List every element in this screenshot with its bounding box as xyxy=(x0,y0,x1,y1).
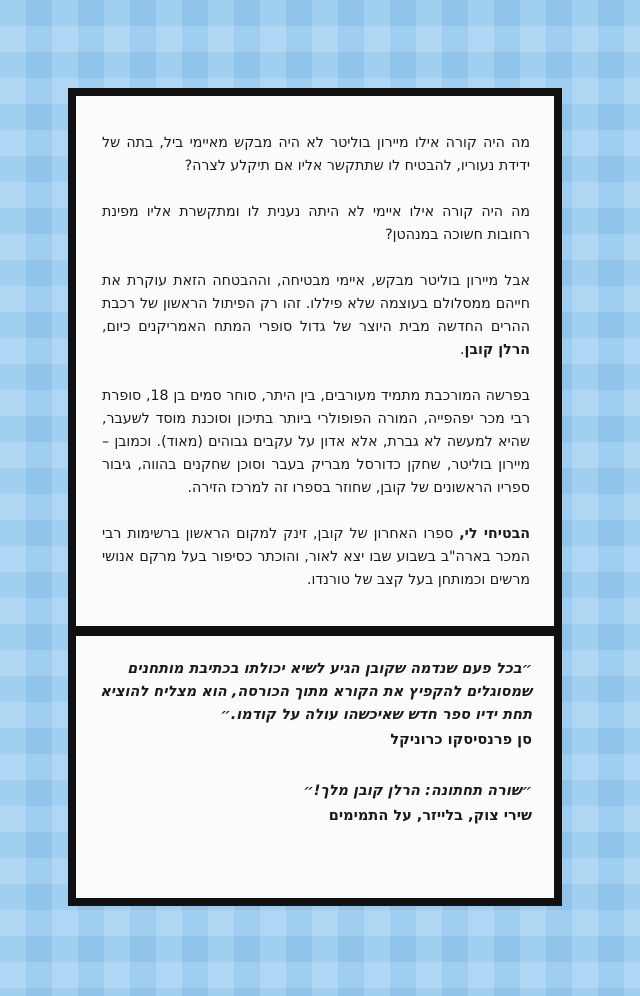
blurb-paragraph-4: בפרשה המורכבת מתמיד מעורבים, בין היתר, סוחר סמים בן 18, סופרת רבי מכר יפהפייה, המורה הפופולרי ביותר בתיכון וסוכנת מוסד לשעבר, שהיא למעשה לא גברת, אלא אדון על עקבים גבוהים (מאוד). וכמובן – מיירון בוליטר, שחקן כדורסל מבריק בעבר וסוכן שחקנים בהווה, גיבור ספריו הראשונים של קובן, שחוזר בספרו זה למרכז הזירה. xyxy=(102,388,530,496)
blurb-panel xyxy=(76,96,554,626)
author-name: הרלן קובן xyxy=(464,342,530,358)
blurb-paragraph-2: מה היה קורה אילו איימי לא היתה נענית לו ומתקשרת אליו מפינת רחובות חשוכה במנהטן? xyxy=(102,204,530,243)
blurb-paragraph-3-text: אבל מיירון בוליטר מבקש, איימי מבטיחה, וההבטחה הזאת עוקרת את חייהם ממסלולם בעוצמה שלא פיללו. זהו רק הפיתול הראשון של רכבת ההרים החדשה מבית היוצר של גדול סופרי המתח האמריקנים כיום, xyxy=(102,273,530,335)
review-quote-2: ״שורה תחתונה: הרלן קובן מלך!״ xyxy=(303,783,532,799)
black-frame xyxy=(68,88,562,906)
blurb-paragraph-5 xyxy=(102,523,530,592)
review-source-2: שירי צוק, בלייזר, על התמימים xyxy=(328,808,532,824)
review-quote-1: ״בכל פעם שנדמה שקובן הגיע לשיא יכולתו בכתיבת מותחנים שמסוגלים להקפיץ את הקורא מתוך הכורסה, הוא מצליח להוציא תחת ידיו ספר חדש שאיכשהו עולה על קודמו.״ xyxy=(100,661,532,723)
blurb-paragraph-1: מה היה קורה אילו מיירון בוליטר לא היה מבקש מאיימי ביל, בתה של ידידת נעוריו, להבטיח לו שתתקשר אליו אם תיקלע לצרה? xyxy=(102,135,530,174)
review-source-1: סן פרנסיסקו כרוניקל xyxy=(390,732,532,748)
blurb-paragraph-3: אבל מיירון בוליטר מבקש, איימי מבטיחה, וההבטחה הזאת עוקרת את חייהם ממסלולם בעוצמה שלא פיללו. זהו רק הפיתול הראשון של רכבת ההרים החדשה מבית היוצר של גדול סופרי המתח האמריקנים כיום, הרלן קובן. xyxy=(102,273,530,358)
book-title: הבטיחי לי, xyxy=(459,526,531,542)
reviews-panel xyxy=(76,636,554,898)
blurb-paragraph-5-text: ספרו האחרון של קובן, זינק למקום הראשון ברשימות רבי המכר בארה"ב בשבוע שבו יצא לאור, והוכתר כסיפור בעל מרקם אנושי מרשים וכמותחן בעל קצב של טורנדו. xyxy=(102,526,530,588)
